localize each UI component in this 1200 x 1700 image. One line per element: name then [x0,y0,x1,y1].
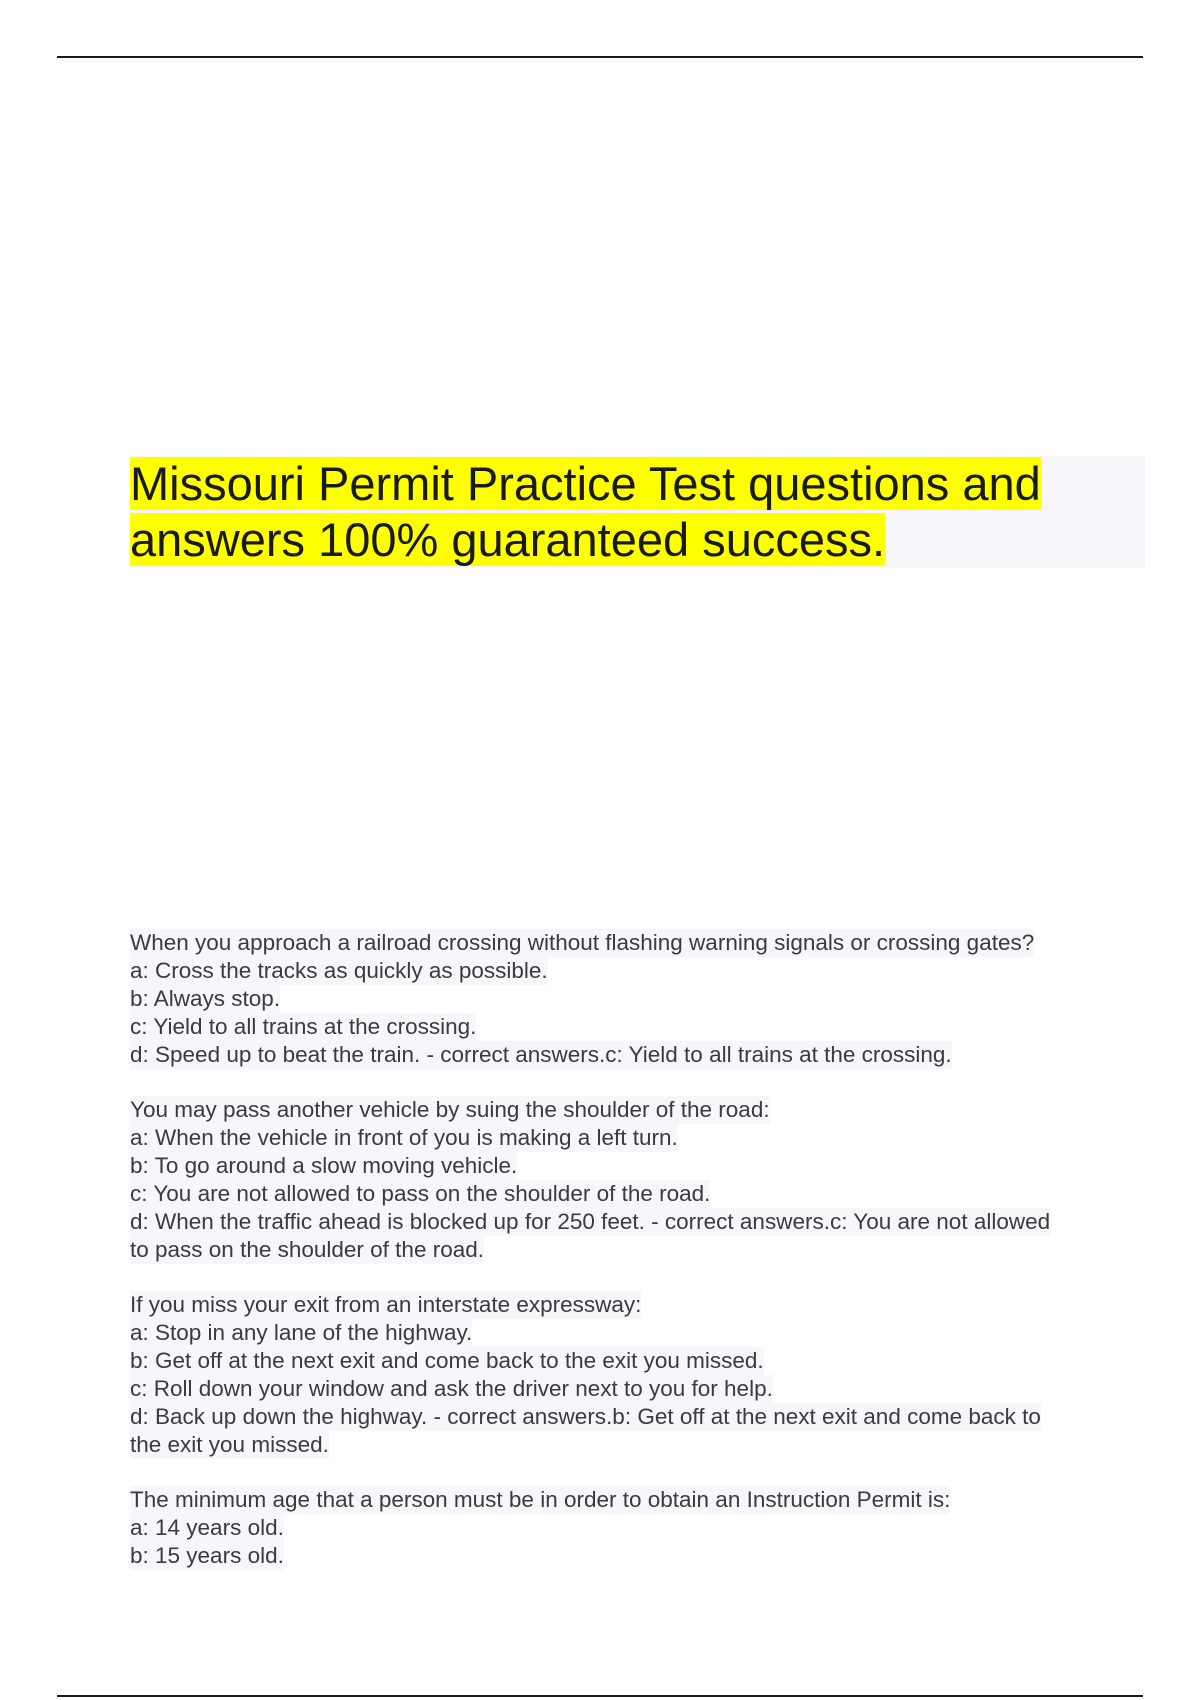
top-rule [57,56,1143,58]
document-title [130,456,1145,568]
answer-option-b: b: Always stop. [130,986,281,1011]
question-text: If you miss your exit from an interstate expressway: [130,1292,642,1317]
document-title-block [130,456,1145,568]
question-item-3 [130,1291,1130,1459]
question-item-1 [130,929,1130,1069]
bottom-rule [57,1695,1143,1697]
answer-option-c: c: Yield to all trains at the crossing. [130,1014,477,1039]
question-item-2 [130,1096,1130,1264]
answer-option-d: d: Speed up to beat the train. - correct answers.c: Yield to all trains at the crossing. [130,1042,952,1067]
answer-option-b: b: To go around a slow moving vehicle. [130,1153,518,1178]
answer-option-a: a: When the vehicle in front of you is making a left turn. [130,1125,678,1150]
question-text: The minimum age that a person must be in order to obtain an Instruction Permit is: [130,1487,951,1512]
answer-option-b: b: 15 years old. [130,1543,284,1568]
answer-option-a: a: 14 years old. [130,1515,284,1540]
answer-option-d: d: When the traffic ahead is blocked up for 250 feet. - correct answers.c: You are not allowed [130,1209,1051,1234]
answer-option-c: c: You are not allowed to pass on the shoulder of the road. [130,1181,711,1206]
answer-option-a: a: Cross the tracks as quickly as possible. [130,958,548,983]
answer-option-d: d: Back up down the highway. - correct answers.b: Get off at the next exit and come back to [130,1404,1041,1429]
question-item-4 [130,1486,1130,1570]
question-list [130,929,1130,1597]
answer-option-c: c: Roll down your window and ask the driver next to you for help. [130,1376,773,1401]
answer-option-a: a: Stop in any lane of the highway. [130,1320,473,1345]
title-line-2: answers 100% guaranteed success. [130,513,886,566]
question-text: When you approach a railroad crossing without flashing warning signals or crossing gates? [130,930,1035,955]
question-text: You may pass another vehicle by suing the shoulder of the road: [130,1097,770,1122]
answer-option-d-continued: the exit you missed. [130,1432,329,1457]
title-line-1: Missouri Permit Practice Test questions and [130,457,1041,510]
answer-option-d-continued: to pass on the shoulder of the road. [130,1237,484,1262]
answer-option-b: b: Get off at the next exit and come back to the exit you missed. [130,1348,764,1373]
